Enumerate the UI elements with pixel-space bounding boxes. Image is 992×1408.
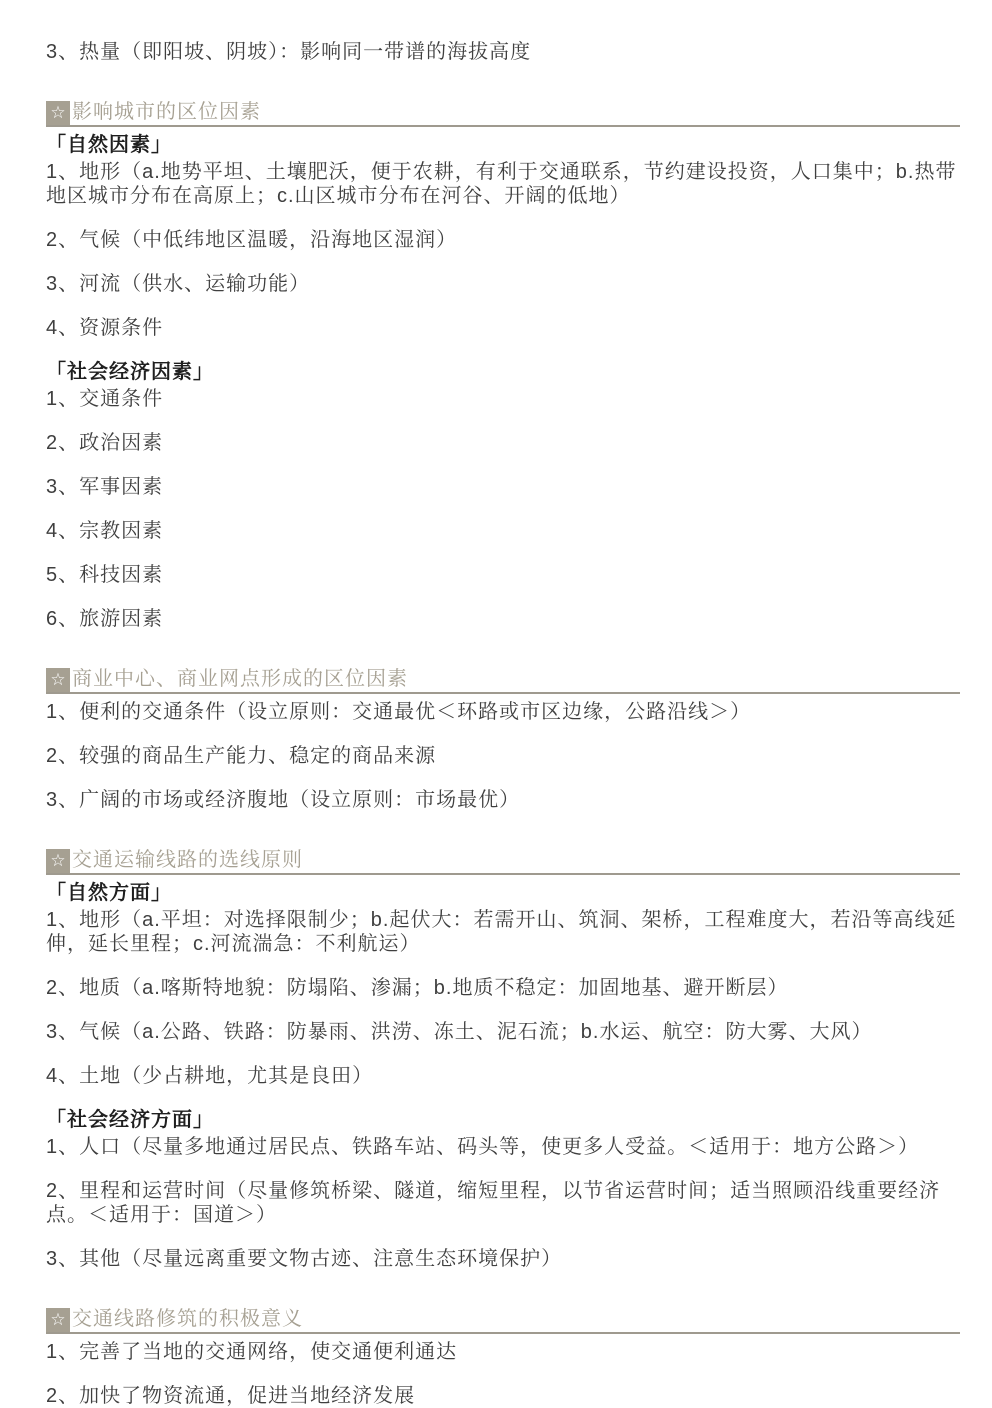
- star-icon: ☆: [46, 1308, 70, 1332]
- list-item: 4、宗教因素: [46, 520, 164, 542]
- list-item: 3、河流（供水、运输功能）: [46, 273, 311, 295]
- list-item: 3、气候（a.公路、铁路：防暴雨、洪涝、冻土、泥石流；b.水运、航空：防大雾、大风）: [46, 1021, 873, 1043]
- list-item: 1、人口（尽量多地通过居民点、铁路车站、码头等，使更多人受益。＜适用于：地方公路＞）: [46, 1136, 920, 1158]
- star-icon: ☆: [46, 849, 70, 873]
- list-item: 2、政治因素: [46, 432, 164, 454]
- section-header-transport-benefits: [46, 1307, 960, 1334]
- list-item: 1、交通条件: [46, 388, 164, 410]
- list-item: 3、广阔的市场或经济腹地（设立原则：市场最优）: [46, 789, 521, 811]
- section-header-city-location: [46, 100, 960, 127]
- section-title: 交通运输线路的选线原则: [72, 849, 303, 871]
- subtitle-natural-aspects: 「自然方面」: [46, 882, 172, 904]
- subtitle-natural-factors: 「自然因素」: [46, 134, 172, 156]
- section-header-commercial-center: [46, 667, 960, 694]
- section-title: 商业中心、商业网点形成的区位因素: [72, 668, 408, 690]
- list-item: 3、军事因素: [46, 476, 164, 498]
- list-item: 1、地形（a.地势平坦、土壤肥沃，便于农耕，有利于交通联系，节约建设投资，人口集中；b.热带地区城市分布在高原上；c.山区城市分布在河谷、开阔的低地）: [46, 161, 957, 207]
- subtitle-socioeconomic-aspects: 「社会经济方面」: [46, 1109, 214, 1131]
- list-item: 1、完善了当地的交通网络，使交通便利通达: [46, 1341, 458, 1363]
- list-item: 2、加快了物资流通，促进当地经济发展: [46, 1385, 416, 1407]
- list-item: 4、土地（少占耕地，尤其是良田）: [46, 1065, 374, 1087]
- list-item: 6、旅游因素: [46, 608, 164, 630]
- star-icon: ☆: [46, 101, 70, 125]
- section-header-route-selection: [46, 848, 960, 875]
- section-title: 交通线路修筑的积极意义: [72, 1308, 303, 1330]
- list-item: 1、便利的交通条件（设立原则：交通最优＜环路或市区边缘，公路沿线＞）: [46, 701, 752, 723]
- list-item: 2、地质（a.喀斯特地貌：防塌陷、渗漏；b.地质不稳定：加固地基、避开断层）: [46, 977, 789, 999]
- subtitle-socioeconomic-factors: 「社会经济因素」: [46, 361, 214, 383]
- list-item: 2、里程和运营时间（尽量修筑桥梁、隧道，缩短里程，以节省运营时间；适当照顾沿线重要经济点。＜适用于：国道＞）: [46, 1180, 941, 1226]
- list-item: 1、地形（a.平坦：对选择限制少；b.起伏大：若需开山、筑洞、架桥，工程难度大，若沿等高线延伸，延长里程；c.河流湍急：不利航运）: [46, 909, 957, 955]
- list-item: 4、资源条件: [46, 317, 164, 339]
- note-line-heat: 3、热量（即阳坡、阴坡）：影响同一带谱的海拔高度: [46, 41, 532, 63]
- list-item: 5、科技因素: [46, 564, 164, 586]
- list-item: 3、其他（尽量远离重要文物古迹、注意生态环境保护）: [46, 1248, 563, 1270]
- section-title: 影响城市的区位因素: [72, 101, 261, 123]
- list-item: 2、较强的商品生产能力、稳定的商品来源: [46, 745, 437, 767]
- list-item: 2、气候（中低纬地区温暖，沿海地区湿润）: [46, 229, 458, 251]
- star-icon: ☆: [46, 668, 70, 692]
